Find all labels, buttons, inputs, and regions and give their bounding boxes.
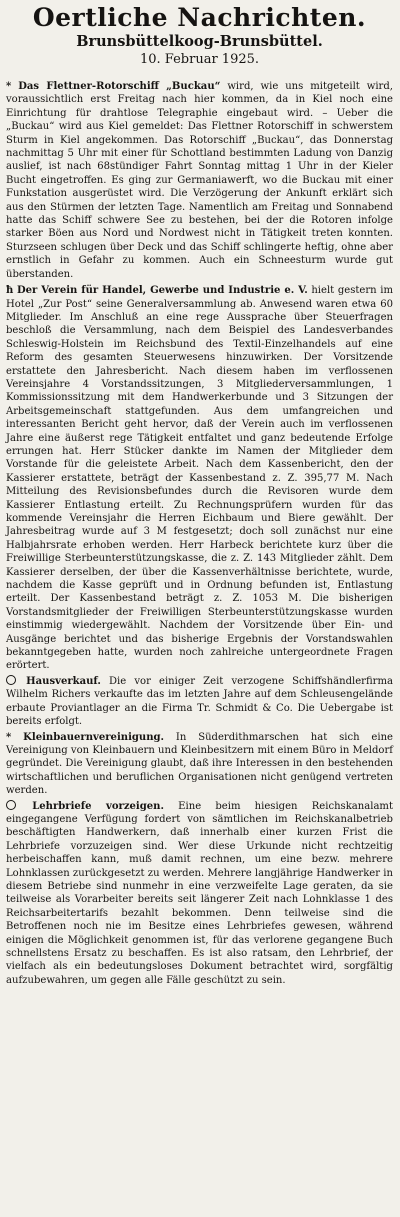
masthead (6, 4, 393, 68)
article-body: Eine beim hiesigen Reichskanalamt eingegangene Verfügung fordert von sämtlichen im Reichskanalbetrieb beschäftigten Handwerkern, daß innerhalb einer kurzen Frist die Lehrbriefe vorzuzeigen sind. Wer diese Urkunde nicht rechtzeitig herbeischaffen kann, muß damit rechnen, um eine bezw. mehrere Lohnklassen zurückgesetzt zu werden. Mehrere langjährige Handwerker in diesem Betriebe sind nunmehr in eine verzweifelte Lage geraten, da sie teilweise als Vorarbeiter bereits seit längerer Zeit nach Lohnklasse 1 des Reichsarbeitertarifs bezahlt bekommen. Denn teilweise sind die Betroffenen noch nie im Besitze eines Lehrbriefes gewesen, während einigen die Möglichkeit genommen ist, für das verlorene gegangene Buch schnellstens Ersatz zu beschaffen. Es ist also ratsam, den Lehrbrief, der vielfach als ein bedeutungsloses Dokument betrachtet wird, sorgfältig aufzubewahren, um gegen alle Fälle geschützt zu sein. (6, 800, 393, 986)
article-headline: Der Verein für Handel, Gewerbe und Industrie e. V. (16, 285, 308, 297)
article-house-sale (6, 675, 393, 729)
circle-marker-icon (6, 800, 16, 810)
section-title: Oertliche Nachrichten. (32, 3, 367, 32)
article-rotor-ship (6, 80, 393, 281)
star-marker-icon: * (6, 81, 12, 92)
h-bar-marker-icon: ħ (6, 285, 14, 297)
article-headline: Das Flettner-Rotorschiff „Buckau“ (18, 81, 221, 92)
star-marker-icon: * (6, 731, 12, 743)
article-trade-association (6, 284, 393, 673)
article-body: hielt gestern im Hotel „Zur Post“ seine Generalversammlung ab. Anwesend waren etwa 60 Mitglieder. Im Anschluß an eine rege Aussprache über Steuerfragen beschloß die Versammlung, nach dem Beispiel des Landesverbandes Schleswig-Holstein im Reichsbund des Textil-Einzelhandels auf eine Reform des gesamten Steuerwesens hinzuwirken. Der Vorsitzende erstattete den Jahresbericht. Nach diesem haben im verflossenen Vereinsjahre 4 Vorstandssitzungen, 3 Mitgliederversammlungen, 1 Kommissionssitzung mit dem Handwerkerbunde und 3 Sitzungen der Arbeitsgemeinschaft stattgefunden. Aus dem umfangreichen und interessanten Bericht geht hervor, daß der Verein auch im verflossenen Jahre eine äußerst rege Tätigkeit entfaltet und ganz bedeutende Erfolge errungen hat. Herr Stücker dankte im Namen der Mitglieder dem Vorstande für die geleistete Arbeit. Nach dem Kassenbericht, den der Kassierer erstattete, beträgt der Kassenbestand z. Z. 395,77 M. Nach Mitteilung des Revisionsbefundes durch die Revisoren wurde dem Kassierer Entlastung erteilt. Zu Rechnungsprüfern wurden für das kommende Vereinsjahr die Herren Eichbaum und Biere gewählt. Der Jahresbeitrag wurde auf 3 M festgesetzt; doch soll zunächst nur eine Halbjahrsrate erhoben werden. Herr Harbeck berichtete kurz über die Freiwillige Sterbeunterstützungskasse, die z. Z. 143 Mitglieder zählt. Dem Kassierer derselben, der über die Kassenverhältnisse berichtete, wurde, nachdem die Kasse geprüft und in Ordnung befunden ist, Entlastung erteilt. Der Kassenbestand beträgt z. Z. 1053 M. Die bisherigen Vorstandsmitglieder der Freiwilligen Sterbeunterstützungskasse wurden einstimmig wiedergewählt. Nachdem der Vorsitzende über Ein- und Ausgänge berichtet und das bisherige Ergebnis der Vorstandswahlen bekanntgegeben hatte, wurden noch zahlreiche untergeordnete Fragen erörtert. (6, 285, 393, 672)
article-body: Die vor einiger Zeit verzogene Schiffshändlerfirma Wilhelm Richers verkaufte das im letzten Jahre auf dem Schleusengelände erbaute Proviantlager an die Firma Tr. Schmidt & Co. Die Uebergabe ist bereits erfolgt. (6, 675, 393, 728)
issue-date: 10. Februar 1925. (139, 52, 260, 67)
circle-marker-icon (6, 675, 16, 685)
article-small-farmers (6, 731, 393, 798)
article-apprenticeship-letters (6, 800, 393, 988)
article-headline: Hausverkauf. (26, 675, 101, 687)
section-subtitle: Brunsbüttelkoog-Brunsbüttel. (76, 33, 323, 50)
article-body: wird, wie uns mitgeteilt wird, voraussichtlich erst Freitag nach hier kommen, da in Kiel noch eine Einrichtung für drahtlose Telegraphie eingebaut wird. – Ueber die „Buckau“ wird aus Kiel gemeldet: Das Flettner Rotorschiff in schwerstem Sturm in Kiel angekommen. Das Rotorschiff „Buckau“, das Donnerstag nachmittag 5 Uhr mit einer für Schottland bestimmten Ladung von Danzig auslief, ist nach 68stündiger Fahrt Sonntag mittag 1 Uhr in der Kieler Bucht eingetroffen. Es ging zur Germaniawerft, wo die Buckau mit einer Funkstation ausgerüstet wird. Die Verzögerung der Ankunft erklärt sich aus den Stürmen der letzten Tage. Namentlich am Freitag und Sonnabend hatte das Schiff schwere See zu bestehen, bei der die Rotoren infolge starker Böen aus Nord und Nordwest nicht in Tätigkeit treten konnten. Sturzseen schlugen über Deck und das Schiff schlingerte heftig, ohne aber ernstlich in Gefahr zu kommen. Auch ein Schneesturm wurde gut überstanden. (6, 81, 393, 280)
article-body: In Süderdithmarschen hat sich eine Vereinigung von Kleinbauern und Kleinbesitzern mit einem Büro in Meldorf gegründet. Die Vereinigung glaubt, daß ihre Interessen in den bestehenden wirtschaftlichen und beruflichen Organisationen nicht genügend vertreten werden. (6, 731, 394, 797)
article-headline: Lehrbriefe vorzeigen. (32, 800, 164, 812)
article-headline: Kleinbauernvereinigung. (23, 731, 165, 743)
